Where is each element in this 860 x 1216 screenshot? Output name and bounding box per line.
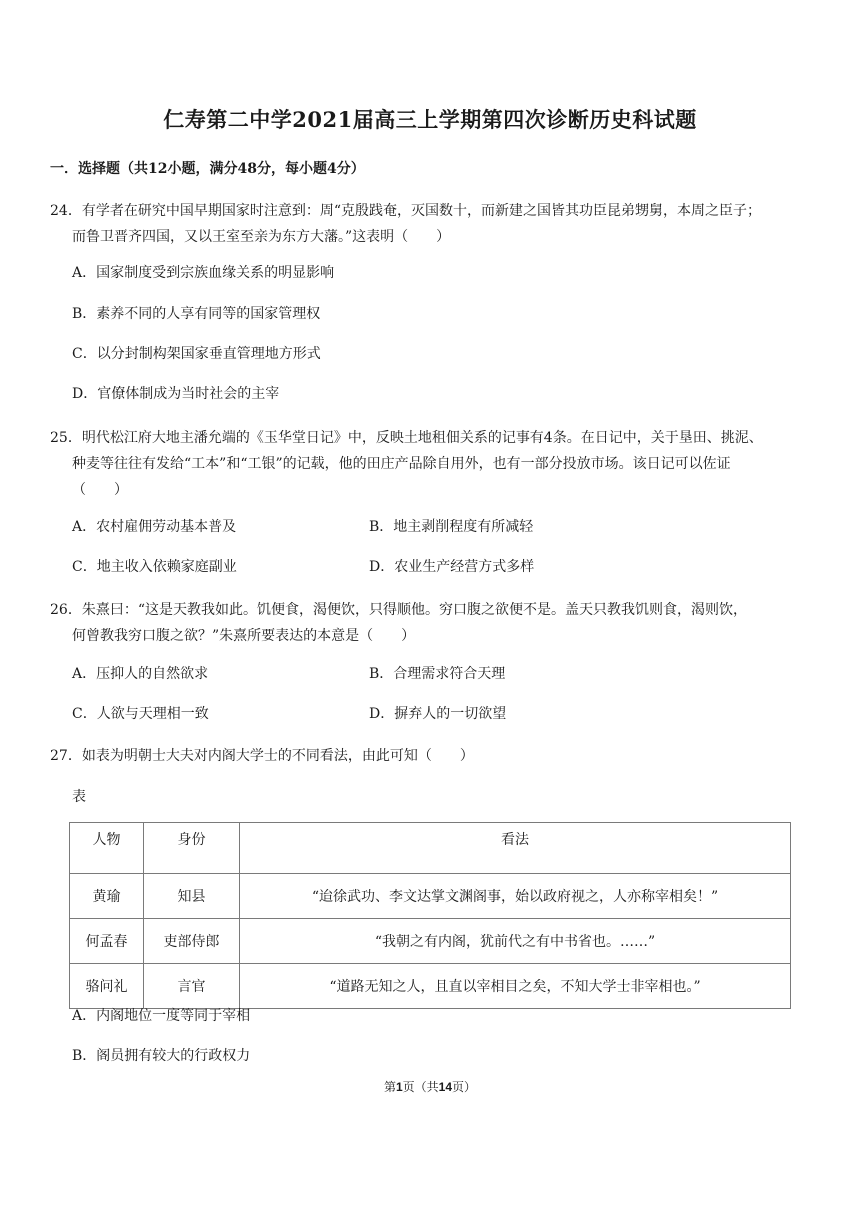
- question-line: 何曾教我穷口腹之欲？”朱熹所要表达的本意是（ ）: [72, 628, 416, 644]
- question-line: 27．如表为明朝士大夫对内阁大学士的不同看法，由此可知（ ）: [50, 748, 474, 764]
- question-26-option-b[interactable]: B．合理需求符合天理: [369, 666, 506, 682]
- table-cell-opinion: “迨徐武功、李文达掌文渊阁事，始以政府视之，人亦称宰相矣！”: [240, 874, 791, 919]
- table-header-cell: 看法: [240, 823, 791, 874]
- question-line: 25．明代松江府大地主潘允端的《玉华堂日记》中，反映土地租佃关系的记事有4条。在日记中，关于垦田、挑泥、: [50, 430, 763, 446]
- question-line: 24．有学者在研究中国早期国家时注意到：周“克殷践奄，灭国数十，而新建之国皆其功臣昆弟甥舅，本周之臣子；: [50, 203, 761, 219]
- question-25-option-d[interactable]: D．农业生产经营方式多样: [369, 559, 535, 575]
- question-24-option-c[interactable]: C．以分封制构架国家垂直管理地方形式: [72, 346, 321, 362]
- question-25-option-b[interactable]: B．地主剥削程度有所减轻: [369, 519, 534, 535]
- question-25-stem: [50, 425, 810, 503]
- table-cell-opinion: “我朝之有内阁，犹前代之有中书省也。……”: [240, 919, 791, 964]
- table-label: 表: [72, 789, 86, 805]
- question-25-option-a[interactable]: A．农村雇佣劳动基本普及: [72, 519, 237, 535]
- question-24-option-b[interactable]: B．素养不同的人享有同等的国家管理权: [72, 306, 321, 322]
- question-line: 种麦等往往有发给“工本”和“工银”的记载，他的田庄产品除自用外，也有一部分投放市场。该日记可以佐证: [72, 456, 731, 472]
- question-26-option-a[interactable]: A．压抑人的自然欲求: [72, 666, 209, 682]
- table-row: [70, 964, 791, 1009]
- question-line: 而鲁卫晋齐四国，又以王室至亲为东方大藩。”这表明（ ）: [72, 229, 451, 245]
- footer-suffix: 页）: [452, 1080, 477, 1094]
- table-cell-person: 黄瑜: [70, 874, 144, 919]
- table-header-row: [70, 823, 791, 874]
- table-cell-person: 何孟春: [70, 919, 144, 964]
- question-24-stem: [50, 198, 810, 250]
- question-line: 26．朱熹曰：“这是天教我如此。饥便食，渴便饮，只得顺他。穷口腹之欲便不是。盖天只教我饥则食，渴则饮，: [50, 602, 747, 618]
- question-26-option-c[interactable]: C．人欲与天理相一致: [72, 706, 209, 722]
- question-27-option-a[interactable]: A．内阁地位一度等同于宰相: [72, 1008, 251, 1024]
- footer-total-pages: 14: [438, 1080, 453, 1094]
- table-cell-role: 吏部侍郎: [144, 919, 240, 964]
- footer-mid: 页（共: [402, 1080, 439, 1094]
- table-cell-person: 骆问礼: [70, 964, 144, 1009]
- table-cell-role: 知县: [144, 874, 240, 919]
- page-title: 仁寿第二中学2021届高三上学期第四次诊断历史科试题: [163, 107, 697, 132]
- table-cell-opinion: “道路无知之人，且直以宰相目之矣，不知大学士非宰相也。”: [240, 964, 791, 1009]
- table-header-cell: 身份: [144, 823, 240, 874]
- footer-prefix: 第: [383, 1080, 396, 1094]
- question-27-stem: [50, 743, 810, 769]
- question-26-stem: [50, 597, 810, 649]
- question-26-option-d[interactable]: D．摒弃人的一切欲望: [369, 706, 507, 722]
- question-27-option-b[interactable]: B．阁员拥有较大的行政权力: [72, 1048, 251, 1064]
- table-header-cell: 人物: [70, 823, 144, 874]
- table-row: [70, 919, 791, 964]
- question-24-option-a[interactable]: A．国家制度受到宗族血缘关系的明显影响: [72, 265, 335, 281]
- question-24-option-d[interactable]: D．官僚体制成为当时社会的主宰: [72, 386, 280, 402]
- table-row: [70, 874, 791, 919]
- footer-page-number: 1: [395, 1080, 403, 1094]
- table-cell-role: 言官: [144, 964, 240, 1009]
- question-25-option-c[interactable]: C．地主收入依赖家庭副业: [72, 559, 237, 575]
- page-footer: [0, 1078, 860, 1095]
- section-heading: 一．选择题（共12小题，满分48分，每小题4分）: [50, 161, 365, 177]
- opinions-table: [69, 822, 791, 1009]
- question-line: （ ）: [72, 482, 128, 498]
